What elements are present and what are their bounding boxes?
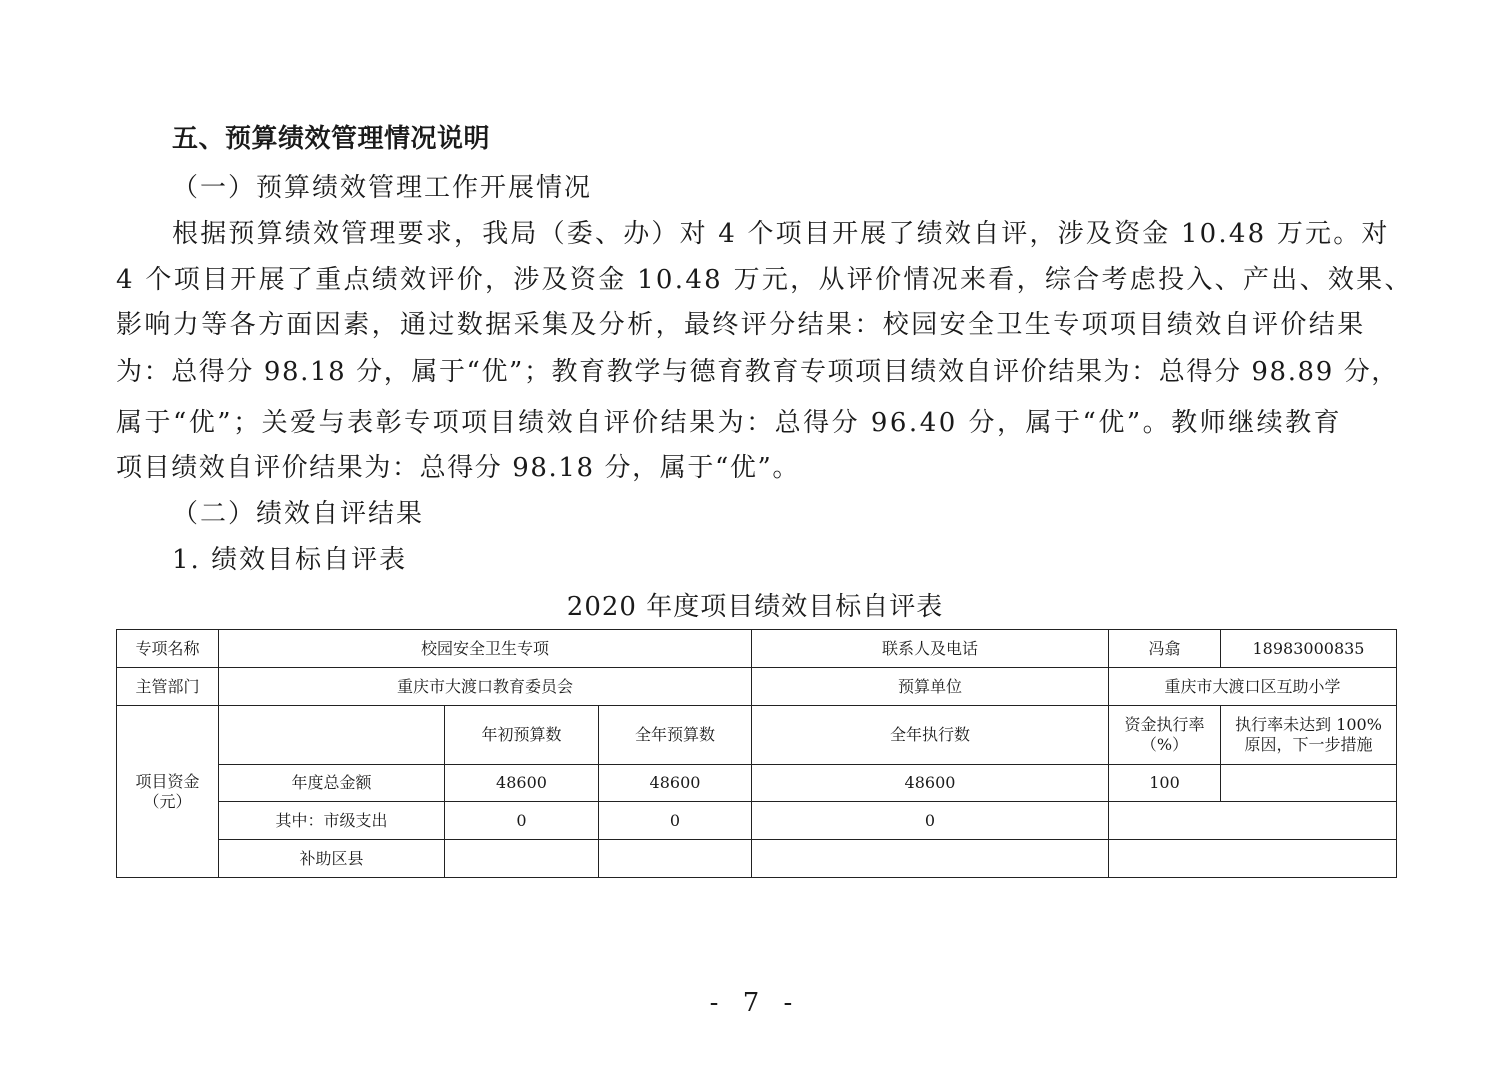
subsection-heading-1: （一）预算绩效管理工作开展情况 <box>172 173 593 203</box>
total-label: 年度总金额 <box>219 765 445 802</box>
table-row <box>117 630 1397 668</box>
reason-header <box>1221 706 1397 765</box>
annual-execution-header: 全年执行数 <box>752 706 1109 765</box>
subsection-heading-3: 1. 绩效目标自评表 <box>172 545 408 575</box>
rate-header-line1: 资金执行率 <box>1124 715 1205 734</box>
empty-cell <box>219 706 445 765</box>
paragraph-line-1: 根据预算绩效管理要求，我局（委、办）对 4 个项目开展了绩效自评，涉及资金 10.48 万元。对 <box>172 219 1390 249</box>
department-label: 主管部门 <box>117 668 219 706</box>
annual-budget-header: 全年预算数 <box>599 706 752 765</box>
project-name-value: 校园安全卫生专项 <box>219 630 752 668</box>
reason-header-line1: 执行率未达到 100% <box>1235 715 1382 734</box>
total-reason <box>1221 765 1397 802</box>
paragraph-line-6: 项目绩效自评价结果为：总得分 98.18 分，属于“优”。 <box>116 453 800 483</box>
funds-label-line2: （元） <box>143 791 192 811</box>
reason-header-line2: 原因，下一步措施 <box>1244 735 1373 754</box>
total-executed: 48600 <box>752 765 1109 802</box>
district-label: 补助区县 <box>219 840 445 878</box>
section-heading: 五、预算绩效管理情况说明 <box>172 124 491 154</box>
contact-name: 冯翕 <box>1109 630 1221 668</box>
paragraph-line-5: 属于“优”；关爱与表彰专项项目绩效自评价结果为：总得分 96.40 分，属于“优”。教师继续教育 <box>116 408 1343 438</box>
execution-rate-header <box>1109 706 1221 765</box>
paragraph-line-2: 4 个项目开展了重点绩效评价，涉及资金 10.48 万元，从评价情况来看，综合考虑投入、产出、效果、 <box>116 265 1413 295</box>
performance-table <box>116 629 1397 878</box>
subsection-heading-2: （二）绩效自评结果 <box>172 499 425 529</box>
initial-budget-header: 年初预算数 <box>445 706 599 765</box>
department-value: 重庆市大渡口教育委员会 <box>219 668 752 706</box>
project-name-label: 专项名称 <box>117 630 219 668</box>
budget-unit-label: 预算单位 <box>752 668 1109 706</box>
district-annual <box>599 840 752 878</box>
city-empty <box>1109 802 1397 840</box>
budget-unit-value: 重庆市大渡口区互助小学 <box>1109 668 1397 706</box>
page-number: - 7 - <box>709 988 801 1018</box>
table-row <box>117 668 1397 706</box>
table-row <box>117 840 1397 878</box>
paragraph-line-3: 影响力等各方面因素，通过数据采集及分析，最终评分结果：校园安全卫生专项项目绩效自评价结果 <box>116 310 1366 340</box>
table-title: 2020 年度项目绩效目标自评表 <box>566 592 944 622</box>
total-rate: 100 <box>1109 765 1221 802</box>
rate-header-line2: （%） <box>1140 735 1189 754</box>
district-executed <box>752 840 1109 878</box>
city-executed: 0 <box>752 802 1109 840</box>
city-label: 其中：市级支出 <box>219 802 445 840</box>
funds-label <box>117 706 219 878</box>
district-empty <box>1109 840 1397 878</box>
contact-phone: 18983000835 <box>1221 630 1397 668</box>
table-row <box>117 706 1397 765</box>
city-annual: 0 <box>599 802 752 840</box>
city-initial: 0 <box>445 802 599 840</box>
paragraph-line-4: 为：总得分 98.18 分，属于“优”；教育教学与德育教育专项项目绩效自评价结果为：总得分 98.89 分， <box>116 357 1399 387</box>
total-annual: 48600 <box>599 765 752 802</box>
contact-label: 联系人及电话 <box>752 630 1109 668</box>
funds-label-line1: 项目资金 <box>135 771 200 791</box>
table-row <box>117 765 1397 802</box>
table-row <box>117 802 1397 840</box>
total-initial: 48600 <box>445 765 599 802</box>
district-initial <box>445 840 599 878</box>
